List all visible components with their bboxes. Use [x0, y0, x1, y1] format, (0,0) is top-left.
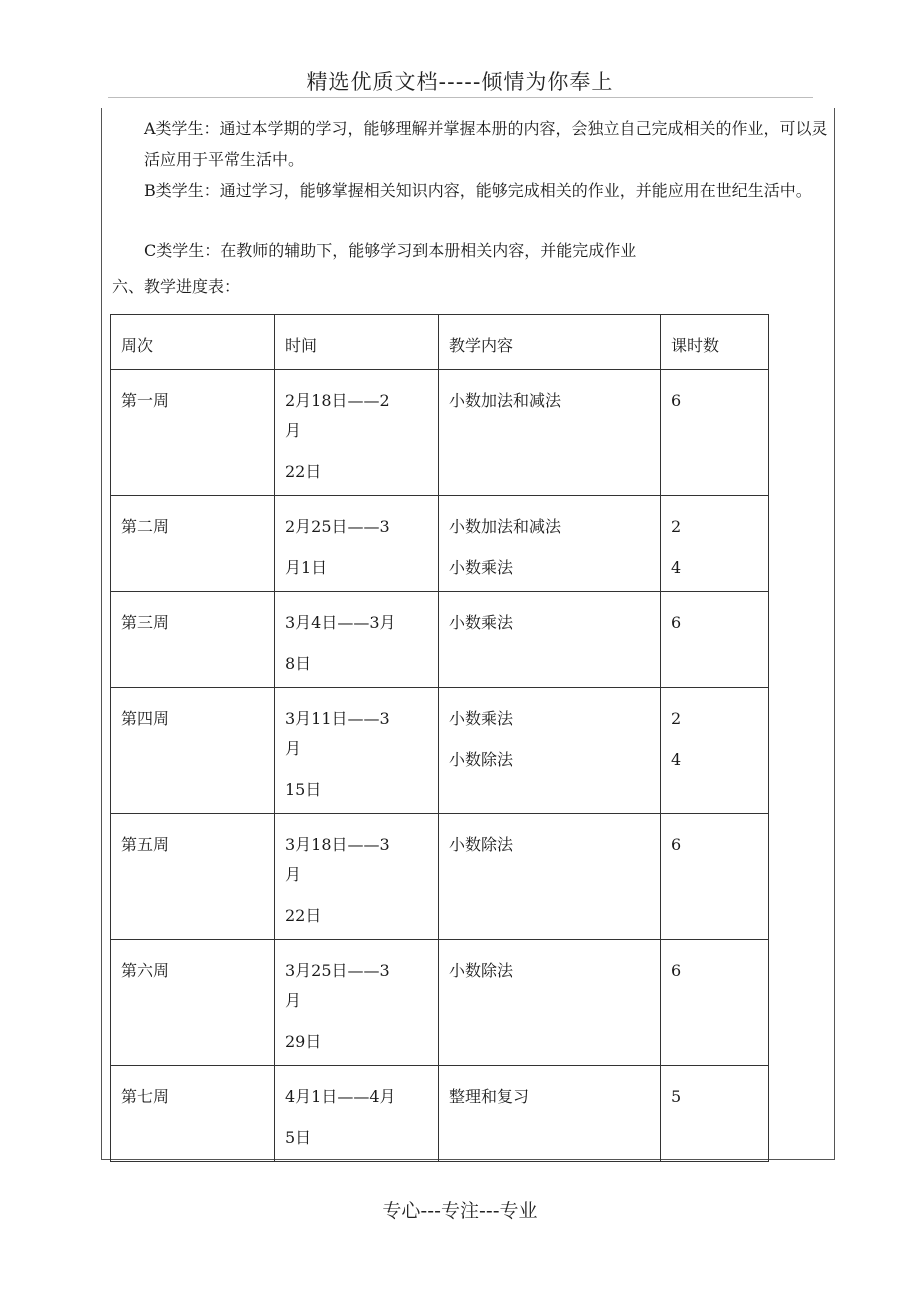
table-row [111, 940, 769, 1066]
time-cell [275, 592, 439, 688]
time-cell-line: 月 [285, 421, 302, 440]
paragraph-b-students [112, 175, 828, 206]
header-cell-week: 周次 [111, 315, 275, 370]
hours-cell [661, 592, 769, 688]
hours-cell-line: 6 [671, 391, 682, 410]
hours-cell-line: 4 [671, 558, 682, 577]
time-cell-line: 3月25日——3 [285, 961, 390, 980]
hours-cell-line: 5 [671, 1087, 682, 1106]
text-a-students: A类学生：通过本学期的学习，能够理解并掌握本册的内容，会独立自己完成相关的作业，可以灵活应用于平常生活中。 [144, 119, 828, 169]
paragraph-a-students [112, 113, 828, 175]
time-cell-line: 29日 [285, 1032, 322, 1051]
time-cell-line: 3月11日——3 [285, 709, 390, 728]
content-cell [439, 940, 661, 1066]
time-cell-line: 月 [285, 739, 302, 758]
time-cell [275, 940, 439, 1066]
content-cell-line: 小数除法 [449, 750, 514, 769]
content-cell-line: 小数除法 [449, 961, 514, 980]
time-cell [275, 496, 439, 592]
hours-cell-line: 2 [671, 517, 682, 536]
hours-cell-line: 6 [671, 835, 682, 854]
hours-cell [661, 370, 769, 496]
table-row [111, 370, 769, 496]
time-cell-line: 3月18日——3 [285, 835, 390, 854]
text-b-students: B类学生：通过学习，能够掌握相关知识内容，能够完成相关的作业，并能应用在世纪生活中。 [144, 181, 812, 200]
week-cell: 第一周 [111, 370, 275, 496]
time-cell [275, 1066, 439, 1162]
week-cell: 第六周 [111, 940, 275, 1066]
content-cell-line: 小数加法和减法 [449, 517, 562, 536]
table-row [111, 814, 769, 940]
content-cell-line: 整理和复习 [449, 1087, 530, 1106]
week-cell: 第四周 [111, 688, 275, 814]
content-cell-line: 小数加法和减法 [449, 391, 562, 410]
header-divider [108, 97, 813, 98]
time-cell-line: 5日 [285, 1128, 312, 1147]
page-header-title: 精选优质文档-----倾情为你奉上 [306, 70, 614, 94]
table-row [111, 496, 769, 592]
header-cell-time: 时间 [275, 315, 439, 370]
time-cell-line: 22日 [285, 906, 322, 925]
week-cell: 第五周 [111, 814, 275, 940]
table-header-row [111, 315, 769, 370]
time-cell-line: 8日 [285, 654, 312, 673]
hours-cell-line: 6 [671, 613, 682, 632]
hours-cell-line: 4 [671, 750, 682, 769]
content-cell-line: 小数乘法 [449, 709, 514, 728]
week-cell: 第二周 [111, 496, 275, 592]
hours-cell-line: 2 [671, 709, 682, 728]
time-cell-line: 2月18日——2 [285, 391, 390, 410]
time-cell-line: 15日 [285, 780, 322, 799]
time-cell-line: 月 [285, 865, 302, 884]
content-cell [439, 496, 661, 592]
hours-cell [661, 940, 769, 1066]
section-title: 六、教学进度表： [112, 277, 241, 296]
time-cell [275, 688, 439, 814]
time-cell-line: 2月25日——3 [285, 517, 390, 536]
time-cell-line: 22日 [285, 462, 322, 481]
time-cell-line: 月 [285, 991, 302, 1010]
content-cell [439, 370, 661, 496]
hours-cell [661, 496, 769, 592]
content-cell-line: 小数除法 [449, 835, 514, 854]
time-cell-line: 4月1日——4月 [285, 1087, 396, 1106]
content-cell-line: 小数乘法 [449, 558, 514, 577]
hours-cell [661, 814, 769, 940]
hours-cell [661, 1066, 769, 1162]
header-cell-content: 教学内容 [439, 315, 661, 370]
header-cell-hours: 课时数 [661, 315, 769, 370]
time-cell [275, 814, 439, 940]
content-cell [439, 814, 661, 940]
table-row [111, 1066, 769, 1162]
time-cell [275, 370, 439, 496]
time-cell-line: 3月4日——3月 [285, 613, 396, 632]
page-footer: 专心---专注---专业 [382, 1200, 538, 1222]
content-cell [439, 1066, 661, 1162]
content-cell-line: 小数乘法 [449, 613, 514, 632]
hours-cell-line: 6 [671, 961, 682, 980]
schedule-table [110, 314, 769, 1162]
text-c-students: C类学生：在教师的辅助下，能够学习到本册相关内容，并能完成作业 [144, 241, 637, 260]
week-cell: 第三周 [111, 592, 275, 688]
week-cell: 第七周 [111, 1066, 275, 1162]
content-cell [439, 688, 661, 814]
content-cell [439, 592, 661, 688]
time-cell-line: 月1日 [285, 558, 328, 577]
table-row [111, 592, 769, 688]
paragraph-c-students [112, 235, 828, 266]
table-row [111, 688, 769, 814]
hours-cell [661, 688, 769, 814]
